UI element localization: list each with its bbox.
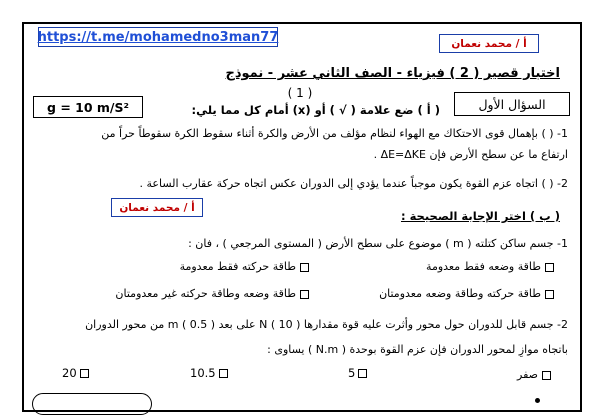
part-a-item-1-line-2: ارتفاع ما عن سطح الأرض فإن ΔE=ΔKE . — [373, 148, 568, 161]
q1-option-4[interactable] — [115, 287, 310, 300]
q2-option-2[interactable] — [348, 366, 368, 380]
checkbox-icon[interactable] — [358, 369, 367, 378]
checkbox-icon[interactable] — [219, 369, 228, 378]
part-a-item-2: 2- ( ) اتجاه عزم القوة يكون موجباً عندما يؤدي إلى الدوران عكس اتجاه حركة عقارب الساعة . — [139, 177, 568, 190]
part-a-heading: ( أ ) ضع علامة ( √ ) أو (x) أمام كل مما يلي: — [191, 103, 440, 117]
model-number: ( 1 ) — [287, 86, 313, 100]
gravity-given-box: g = 10 m/S² — [33, 96, 143, 118]
q1-option-3-label: طاقة حركته وطاقة وضعه معدومتان — [379, 287, 541, 300]
checkbox-icon[interactable] — [545, 290, 554, 299]
bottom-oval-shape — [32, 393, 152, 415]
part-b-q2-line-1: 2- جسم قابل للدوران حول محور وأثرت عليه قوة مقدارها N ( 10 ) على بعد m ( 0.5 ) من محور الدوران — [85, 318, 568, 331]
checkbox-icon[interactable] — [300, 263, 309, 272]
exam-title — [225, 66, 560, 81]
q1-option-4-label: طاقة وضعه وطاقة حركته غير معدومتان — [115, 287, 296, 300]
part-b-q1-text: 1- جسم ساكن كتلته ( m ) موضوع على سطح الأرض ( المستوى المرجعي ) ، فان : — [188, 237, 568, 250]
q2-option-1-label: صفر — [517, 368, 538, 381]
q1-option-3[interactable] — [379, 287, 555, 300]
question-label-box: السؤال الأول — [454, 92, 570, 116]
part-b-q2-line-2: باتجاه موازِ لمحور الدوران فإن عزم القوة بوحدة ( N.m ) يساوى : — [267, 343, 568, 356]
checkbox-icon[interactable] — [80, 369, 89, 378]
checkbox-icon[interactable] — [300, 290, 309, 299]
bullet-dot-icon — [535, 398, 540, 403]
checkbox-icon[interactable] — [542, 371, 551, 380]
q2-option-1[interactable] — [517, 368, 552, 381]
q1-option-2[interactable] — [180, 260, 310, 273]
exam-title-text: اختبار قصير ( 2 ) فيزياء - الصف الثاني عشر - نموذج — [225, 66, 560, 81]
q2-option-3[interactable] — [190, 366, 229, 380]
author-badge-2: أ / محمد نعمان — [111, 198, 203, 217]
q1-option-2-label: طاقة حركته فقط معدومة — [179, 260, 296, 273]
q2-option-4[interactable] — [62, 366, 90, 380]
part-a-item-1-line-1: 1- ( ) بإهمال قوى الاحتكاك مع الهواء لنظام مؤلف من الأرض والكرة أثناء سقوط الكرة سقوطاً حراً من — [101, 127, 568, 140]
telegram-link[interactable]: https://t.me/mohamedno3man77 — [38, 27, 278, 47]
part-b-heading: ( ب ) اختر الإجابة الصحيحة : — [400, 209, 560, 223]
q1-option-1-label: طاقة وضعه فقط معدومة — [426, 260, 541, 273]
q2-option-2-label: 5 — [348, 366, 356, 380]
q2-option-4-label: 20 — [62, 366, 77, 380]
author-badge: أ / محمد نعمان — [439, 34, 539, 53]
q1-option-1[interactable] — [426, 260, 555, 273]
q2-option-3-label: 10.5 — [190, 366, 216, 380]
checkbox-icon[interactable] — [545, 263, 554, 272]
